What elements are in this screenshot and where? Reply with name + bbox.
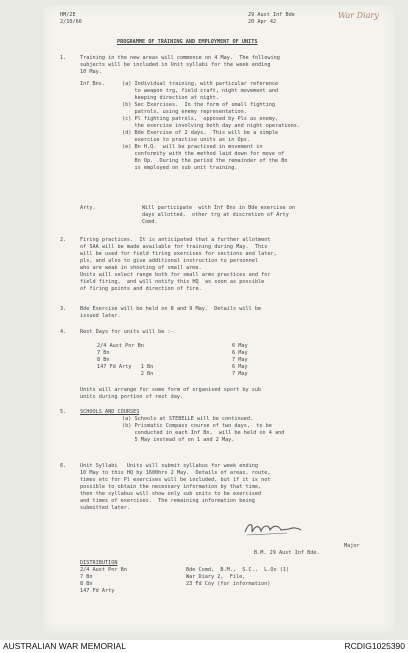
distribution-right-item: 23 Fd Coy (for information) [186,581,271,587]
item-2-line: pls, and also to give additional instruction to personnel [80,258,259,264]
item-2-line: who are weak in shooting of small arms. [80,265,202,271]
item-1-line: Training in the new areas will commence on 4 May. The following [80,55,280,61]
item-1-sub: (a) Individual training, with particular reference [122,81,279,87]
item-1-sub: conformity with the method laid down for move of [122,151,285,157]
item-6-line: Unit Syllabi Units will submit syllabus for week ending [80,463,259,469]
rest-days-outro: Units will arrange for some form of organised sport by sub [80,387,262,393]
item-6-line: 10 May to this HQ by 1600hrs 2 May. Details of areas, route, [80,470,271,476]
signature-rank: Major [344,543,360,549]
item-2-number: 2. [60,237,67,243]
distribution-left-item: 147 Fd Arty [80,588,115,594]
item-5-line: conducted in each Inf Bn, will be held on 4 and [122,430,285,436]
rest-day-unit: 2/4 Aust Pnr Bn [97,343,144,349]
rest-day-date: 6 May [232,343,248,349]
item-1-sub: keeping direction at night. [122,95,219,101]
distribution-left-item: 8 Bn [80,581,93,587]
rest-day-date: 7 May [232,357,248,363]
item-1-sub: the exercise involving both day and night operations. [122,123,301,129]
archive-footer [0,640,408,653]
item-1-sub: (b) Sec Exercises. In the form of small fighting [122,102,276,108]
item-1-sub: exercise to practise units as in Ops. [122,137,251,143]
item-1-sub: to weapon trg, field craft, night movement and [122,88,279,94]
item-2-line: Firing practices. It is anticipated that a further allotment [80,237,271,243]
signature-line: B.M. 29 Aust Inf Bde. [254,550,320,556]
item-1-sub: patrols, using enemy representation. [122,109,247,115]
item-1-line: 10 May. [80,69,102,75]
item-3-line: Bde Exercise will be held on 8 and 9 May. Details will be [80,306,262,312]
item-5-line: (a) Schools at STEBELLE will be continued. [122,416,254,422]
rest-day-date: 6 May [232,350,248,356]
item-2-line: will be used for field firing exercises for sections and later, [80,251,277,257]
arty-line: Will participate with Inf Bns in Bde exercise on [142,205,296,211]
arty-label: Arty. [80,205,96,211]
rest-days-intro: Rest Days for units will be :- [80,329,174,335]
document-title: PROGRAMME OF TRAINING AND EMPLOYMENT OF UNITS [117,39,258,45]
rest-day-date: 6 May [232,364,248,370]
rest-days-outro: units during portion of rest day. [80,394,184,400]
archive-id: RCDIG1025390 [344,641,405,651]
header-unit: 29 Aust Inf Bde [248,12,295,18]
item-3-number: 3. [60,306,67,312]
rest-day-unit: 147 Fd Arty 1 Bn [97,364,154,370]
item-5-line: 5 May instead of on 1 and 2 May. [122,437,235,443]
item-2-line: Units will select range both for small arms practices and for [80,272,271,278]
rest-day-unit: 7 Bn [97,350,110,356]
distribution-heading: DISTRIBUTION [80,560,118,566]
distribution-left-item: 7 Bn [80,574,93,580]
header-date: 20 Apr 42 [248,19,277,25]
item-1-sub: (e) Bn H.Q. will be practised in movement in [122,144,263,150]
item-6-line: then the syllabus will show only sub units to be exercised [80,491,262,497]
header-ref-1: HM/2E [60,12,76,18]
item-1-sub: (d) Bde Exercise of 2 days. This will be a simple [122,130,279,136]
distribution-right-item: War Diary 2, File, [186,574,246,580]
header-ref-2: 2/10/66 [60,19,82,25]
rest-day-unit: 8 Bn [97,357,110,363]
item-1-line: subjects will be included in Unit syllabi for the week ending [80,62,271,68]
item-6-line: possible to obtain the necessary information by that time, [80,484,262,490]
archive-name: AUSTRALIAN WAR MEMORIAL [3,641,126,651]
arty-line: days allotted, other trg at discretion of Arty [142,212,289,218]
item-2-line: of SAA will be made available for training during May. This [80,244,268,250]
inf-bns-label: Inf Bns. [80,81,105,87]
item-1-sub: is employed on sub unit training. [122,165,238,171]
item-3-line: issued later. [80,313,121,319]
handwritten-note: War Diary [338,11,379,20]
handwritten-signature [243,518,303,538]
item-1-sub: (c) Pl fighting patrols, opposed by Pls as enemy, [122,116,279,122]
item-6-line: times etc for Pl exercises will be included, but if it is not [80,477,271,483]
item-6-line: and times of exercises. The remaining information being [80,498,255,504]
item-2-line: of firing points and direction of fire. [80,286,202,292]
item-4-number: 4. [60,329,67,335]
distribution-right-item: Bde Comd, B.M., S.C., L.Os (1) [186,567,290,573]
arty-line: Comd. [142,219,158,225]
rest-day-unit: 2 Bn [97,371,154,377]
rest-day-date: 7 May [232,371,248,377]
distribution-left-item: 2/4 Aust Pnr Bn [80,567,127,573]
item-5-number: 5. [60,409,67,415]
item-1-sub: Bn Op. During the period the remainder of the Bn [122,158,288,164]
item-1-number: 1. [60,55,67,61]
item-2-line: field firing, and will notify this HQ as soon as possible [80,279,265,285]
schools-heading: SCHOOLS AND COURSES [80,409,140,415]
item-6-line: submitted later. [80,505,130,511]
item-5-line: (b) Prismatic Compass course of two days, to be [122,423,272,429]
item-6-number: 6. [60,463,67,469]
